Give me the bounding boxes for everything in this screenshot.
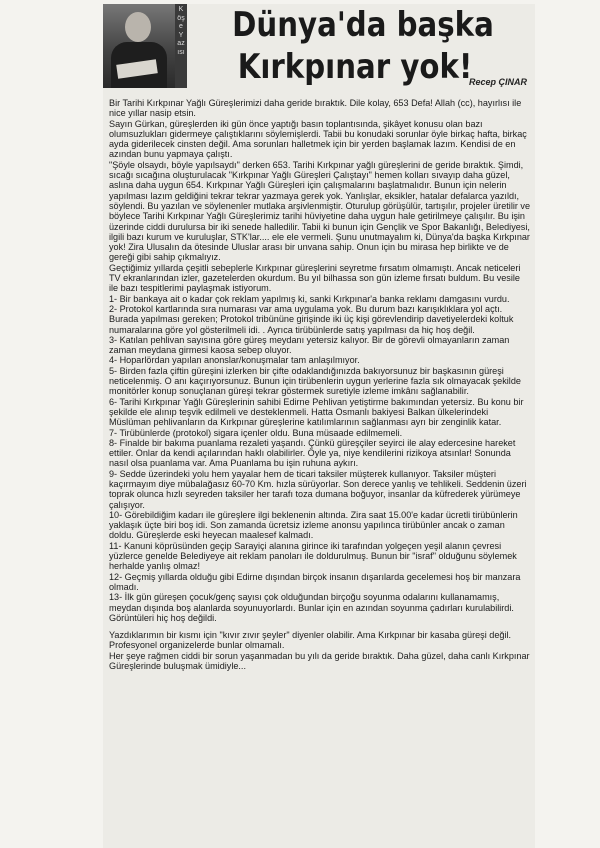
paragraph: Yazdıklarımın bir kısmı için "kıvır zıvır şeyler" diyenler olabilir. Ama Kırkpınar bir kasaba güreşi değil. Profesyonel organizelerde bunlar olmamalı. <box>109 630 512 651</box>
column-vertical-label: Köşe Yazısı <box>177 6 185 56</box>
author-photo-head <box>125 12 151 42</box>
list-item: 7- Tirübünlerde (protokol) sigara içenler oldu. Buna müsaade edilmemeli. <box>109 427 403 438</box>
author-photo <box>103 4 175 88</box>
list-item: 8- Finalde bir bakıma puanlama rezaleti yaşandı. Çünkü güreşçiler seyirci ile alay edercesine hareket ettiler. Onlar da kendi açılarından haklı olabilirler. Öyle ya, niye kendilerini rizikoya atsınlar! Sonunda nasıl olsa puanlama var. Ama Puanlama bu işin ruhuna aykırı. <box>109 437 516 469</box>
list-item: 9- Sedde üzerindeki yolu hem yayalar hem de ticari taksiler müşterek kullanıyor. Taksiler müşteri kaçırmayım diye mübalağasız 60-70 Km. hızla sürüyorlar. Son derece yanlış ve tehlikeli. Seddenin üzeri toprak olunca hızlı seyreden taksiler her tarafı toza dumana boğuyor, insanlar da küfrederek yürümeye çalışıyor. <box>109 468 527 510</box>
list-item: 12- Geçmiş yıllarda olduğu gibi Edirne dışından birçok insanın dışarılarda gecelemesi hoş bir manzara olmadı. <box>109 571 521 592</box>
list-item: 3- Katılan pehlivan sayısına göre güreş meydanı yetersiz kalıyor. Bir de görevli olmayanların zaman zaman meydana girmesi kaosa sebep oluyor. <box>109 334 510 356</box>
paragraph: Her şeye rağmen ciddi bir sorun yaşanmadan bu yılı da geride bıraktık. Daha güzel, daha canlı Kırkpınar Güreşlerinde buluşmak ümidiyle... <box>109 650 530 672</box>
list-item: 1- Bir bankaya ait o kadar çok reklam yapılmış ki, sanki Kırkpınar'a banka reklamı damgasını vurdu. <box>109 293 510 304</box>
list-item: 2- Protokol kartlarında sıra numarası var ama uygulama yok. Bu durum bazı karışıklıklara yol açtı. Burada yapılması gereken; Protokol tribününe girişinde iki üç kişi görevlendirip davetiyelerdeki koltuk numaralarına göre yol gösterilmeli idi. . Ayrıca tirübünlerde satış yapılması da hiç hoş değil. <box>109 303 514 335</box>
list-item: 6- Tarihi Kırkpınar Yağlı Güreşlerinin sahibi Edirne Pehlivan yetiştirme bakımından yetersiz. Bu konu bir şekilde ele alınıp teşvik edilmeli ve desteklenmeli. Hatta Osmanlı bakiyesi Balkan ülkelerindeki Müslüman pehlivanların da Kırkpınar güreşlerine katılımlarının sağlanması ayrı bir zenginlik katar. <box>109 396 524 428</box>
list-item: 5- Birden fazla çiftin güreşini izlerken bir çifte odaklandığınızda bakıyorsunuz bir başkasının güreşi neticelenmiş. O anı kaçırıyorsunuz. Bunun için tirübenlerin uygun yerlerine fazla sık olmayacak şekilde monitörler konup sonuçlanan güreşi tekrar göstermek suretiyle izleme imkânı sağlanabilir. <box>109 365 521 397</box>
list-item: 10- Görebildiğim kadarı ile güreşlere ilgi beklenenin altında. Zira saat 15.00'e kadar ücretli tirübünlerin yaklaşık üçte biri boş idi. Son zamanda ücretsiz izleme anonsu yapılınca tirübünler ancak o zaman doldu. Güreşlerde eski heyecan maalesef kalmadı. <box>109 509 518 541</box>
list-item: 11- Kanuni köprüsünden geçip Sarayiçi alanına girince iki tarafından yolgeçen yeşil alanın çevresi yüzlerce geneldе Belediyeye ait reklam panoları ile doldurulmuş. Bunun bir "israf" olduğunu söylemek herhalde yanlış olmaz! <box>109 540 517 572</box>
newspaper-clipping <box>103 4 535 848</box>
paragraph: Geçtiğimiz yıllarda çeşitli sebeplerle Kırkpınar güreşlerini seyretme fırsatım olmamıştı. Ancak neticeleri TV ekranlarından izler, gazetelerden okurdum. Bu yıl bilhassa son gün izleme fırsatı buldum. Bu vesile ile bazı tespitlerimi paylaşmak istiyorum. <box>109 262 521 294</box>
paragraph: Bir Tarihi Kırkpınar Yağlı Güreşlerimizi daha geride bıraktık. Dile kolay, 653 Defa! Allah (cc), hayırlısı ile nice yıllar nasip etsin. <box>109 98 522 119</box>
headline-line-1: Dünya'da başka <box>232 5 494 45</box>
list-item: 13- İlk gün güreşen çocuk/genç sayısı çok olduğundan birçoğu soyunma odalarını kullanamamış, meydan dışında boş alanlarda soyunuyorlardı. Bunlar için en azından soyunma çadırları kurulabilirdi. Görüntüleri hiç hoş değildi. <box>109 592 514 623</box>
list-item: 4- Hoparlördan yapılan anonslar/konuşmalar tam anlaşılmıyor. <box>109 355 360 366</box>
article-body <box>109 98 531 671</box>
headline-line-2: Kırkpınar yok! <box>237 47 473 87</box>
author-byline: Recep ÇINAR <box>468 77 527 87</box>
paragraph: Sayın Gürkan, güreşlerden iki gün önce yaptığı basın toplantısında, şikâyet konusu olan bazı olumsuzlukları gidermeye çalıştıklarını söylemişlerdi. Tabii bu konudaki sorunlar öyle birkaç hafta, birkaç ayda giderilecek cinsten değil. Ama sorunları halletmek için bir yerden başlamak lazım. Kendisi de en azından bunu yapmaya çalıştı. <box>109 118 527 160</box>
paragraph: "Şöyle olsaydı, böyle yapılsaydı" derken 653. Tarihi Kırkpınar yağlı güreşlerini de geride bıraktık. Şimdi, sıcağı sıcağına oluşturulacak "Kırkpınar Yağlı Güreşleri Çalıştayı" hemen kolları sıvayıp daha güzel, aslına daha uygun 654. Kırkpınar Yağlı Güreşleri için çalışmalarını başlatmalıdır. Bunun için nelerin yapılması lazım geldiğini tekrar tekrar yazmaya gerek yok. Yanlışlar, eksikler, hatalar defalarca yazıldı, söylendi. Bu yazılan ve söylenenler mutlaka arşivlenmiştir. Oturulup görüşülür, tartışılır, projeler üretilir ve böylece Tarihi Kırkpınar Yağlı Güreşlerimiz tarihi hüviyetine daha uygun hale getirilmeye çalışılır. Bu işin üzerinde ciddi durulursa bir iki senede halledilir. Tabii ki bunun için Gençlik ve Spor Bakanlığı, Belediyesi, ilgili bazı kurum ve kuruluşlar, STK'lar.... ele ele vermeli. Şunu unutmayalım ki, Dünya'da başka Kırkpınar yok! Zira Ulusalın da ötesinde Uluslar arası bir unvana sahip. Onun için bu mirasa hep birlikte ve de gereği gibi sahip çıkmalıyız. <box>109 159 531 263</box>
